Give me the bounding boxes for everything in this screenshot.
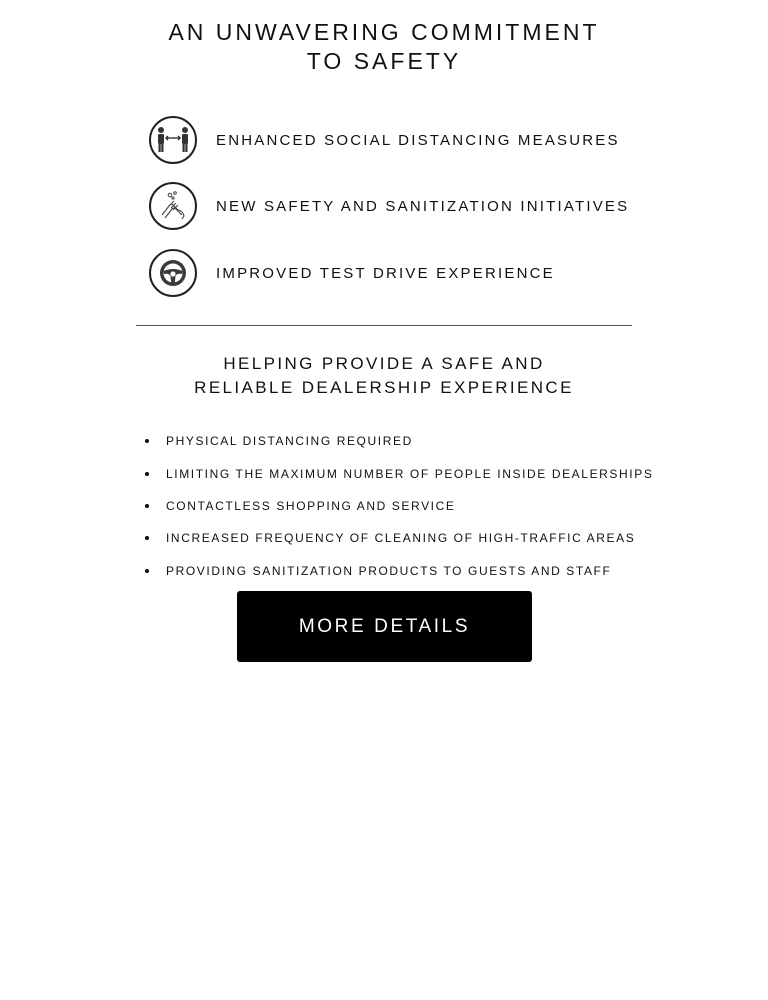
feature-label: IMPROVED TEST DRIVE EXPERIENCE [216,264,555,282]
list-item-text: PHYSICAL DISTANCING REQUIRED [166,434,413,449]
steering-wheel-icon [149,249,197,297]
hand-washing-icon [149,182,197,230]
bullet-dot [145,472,149,476]
feature-label: NEW SAFETY AND SANITIZATION INITIATIVES [216,197,630,215]
title-line-2: TO SAFETY [306,48,462,74]
social-distancing-icon [149,116,197,164]
bullet-dot [145,569,149,573]
bullet-dot [145,504,149,508]
feature-item-sanitization [149,180,629,232]
feature-label: ENHANCED SOCIAL DISTANCING MEASURES [216,131,620,149]
list-item [145,555,653,587]
safety-measures-list [145,425,653,587]
subtitle-line-1: HELPING PROVIDE A SAFE AND [223,354,545,373]
bullet-dot [145,536,149,540]
feature-item-test-drive [149,247,555,299]
list-item-text: PROVIDING SANITIZATION PRODUCTS TO GUESTS AND STAFF [166,563,612,578]
page-title [0,18,768,76]
list-item-text: LIMITING THE MAXIMUM NUMBER OF PEOPLE INSIDE DEALERSHIPS [166,466,654,481]
feature-item-social-distancing [149,114,620,166]
list-item [145,490,653,522]
list-item-text: CONTACTLESS SHOPPING AND SERVICE [166,498,456,513]
list-item [145,457,653,489]
list-item-text: INCREASED FREQUENCY OF CLEANING OF HIGH-TRAFFIC AREAS [166,531,636,546]
section-subtitle [0,352,768,400]
list-item [145,522,653,554]
bullet-dot [145,439,149,443]
list-item [145,425,653,457]
title-line-1: AN UNWAVERING COMMITMENT [168,19,600,45]
subtitle-line-2: RELIABLE DEALERSHIP EXPERIENCE [194,378,574,397]
section-divider [136,325,632,326]
more-details-button[interactable]: MORE DETAILS [237,591,532,662]
